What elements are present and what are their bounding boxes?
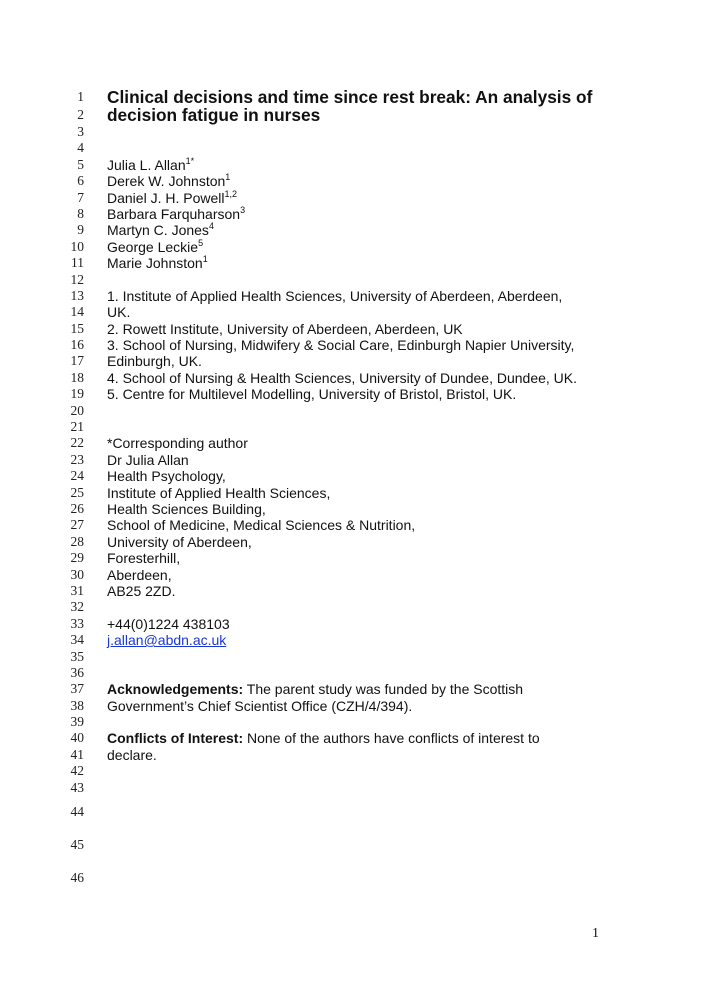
line-number: 22 (70, 435, 84, 451)
blank-line (0, 140, 707, 156)
line-number: 40 (70, 730, 84, 746)
conflicts-line (0, 747, 707, 763)
acknowledgements-text: Government’s Chief Scientist Office (CZH/4/394). (107, 697, 413, 714)
correspondence-line (0, 435, 707, 451)
correspondence-line (0, 534, 707, 550)
affiliation-line (0, 337, 707, 353)
line-number: 45 (70, 836, 84, 852)
correspondence-text: *Corresponding author (107, 435, 248, 452)
line-number: 31 (70, 582, 84, 598)
line-number: 11 (71, 255, 84, 271)
line-number: 14 (70, 304, 84, 320)
phone-number: +44(0)1224 438103 (107, 615, 230, 632)
correspondence-line (0, 485, 707, 501)
line-number: 1 (77, 89, 84, 104)
line-number: 20 (70, 402, 84, 418)
line-number: 25 (70, 484, 84, 500)
author-name: George Leckie (107, 238, 199, 255)
blank-line (0, 124, 707, 140)
affiliation-text: Edinburgh, UK. (107, 353, 202, 370)
line-number: 46 (70, 869, 84, 885)
line-number: 26 (70, 500, 84, 516)
page-number: 1 (592, 926, 599, 941)
blank-line (0, 272, 707, 288)
affiliation-text: 5. Centre for Multilevel Modelling, University of Bristol, Bristol, UK. (107, 386, 517, 403)
correspondence-line (0, 567, 707, 583)
line-number: 2 (77, 107, 84, 122)
line-number: 17 (70, 353, 84, 369)
author-name: Derek W. Johnston (107, 173, 226, 190)
author-name: Marie Johnston (107, 255, 203, 272)
blank-line (0, 862, 707, 895)
affiliation-line (0, 353, 707, 369)
affiliation-line (0, 386, 707, 402)
line-number: 34 (70, 632, 84, 648)
affiliation-line (0, 288, 707, 304)
author-affiliation: 1 (225, 172, 231, 183)
line-number: 35 (70, 648, 84, 664)
email-link[interactable]: j.allan@abdn.ac.uk (107, 632, 227, 649)
conflicts-label: Conflicts of Interest: (107, 730, 244, 747)
title-line (0, 106, 707, 124)
correspondence-line (0, 452, 707, 468)
author-name: Julia L. Allan (107, 156, 186, 173)
line-number: 18 (70, 369, 84, 385)
author-name: Daniel J. H. Powell (107, 189, 225, 206)
line-number: 44 (70, 804, 84, 820)
conflicts-text: None of the authors have conflicts of interest to (243, 730, 540, 747)
author-affiliation: 4 (208, 221, 214, 232)
blank-line (0, 829, 707, 862)
line-number: 13 (70, 287, 84, 303)
acknowledgements-line (0, 698, 707, 714)
line-number: 9 (77, 222, 84, 238)
blank-line (0, 780, 707, 796)
conflicts-line (0, 730, 707, 746)
affiliation-line (0, 304, 707, 320)
line-number: 19 (70, 386, 84, 402)
line-number: 24 (70, 468, 84, 484)
email-line (0, 632, 707, 648)
author-affiliation: 1* (185, 155, 195, 166)
correspondence-text: School of Medicine, Medical Sciences & Nutrition, (107, 517, 416, 534)
blank-line (0, 649, 707, 665)
correspondence-line (0, 517, 707, 533)
author-line (0, 190, 707, 206)
affiliation-text: 4. School of Nursing & Health Sciences, University of Dundee, Dundee, UK. (107, 369, 578, 386)
blank-line (0, 599, 707, 615)
line-number: 16 (70, 337, 84, 353)
author-line (0, 222, 707, 238)
affiliation-text: 1. Institute of Applied Health Sciences, University of Aberdeen, Aberdeen, (107, 287, 563, 304)
line-number: 28 (70, 533, 84, 549)
line-number: 33 (70, 615, 84, 631)
correspondence-text: Institute of Applied Health Sciences, (107, 484, 331, 501)
blank-line (0, 714, 707, 730)
author-line (0, 173, 707, 189)
line-number: 38 (70, 697, 84, 713)
author-affiliation: 1,2 (224, 188, 238, 199)
conflicts-text: declare. (107, 746, 157, 763)
blank-line (0, 763, 707, 779)
line-number: 3 (77, 124, 84, 139)
correspondence-text: Foresterhill, (107, 550, 181, 567)
title-text: decision fatigue in nurses (107, 105, 321, 125)
author-line (0, 206, 707, 222)
correspondence-line (0, 583, 707, 599)
line-number: 7 (77, 189, 84, 205)
line-number: 29 (70, 550, 84, 566)
line-number: 27 (70, 517, 84, 533)
affiliation-text: UK. (107, 304, 131, 321)
line-number: 21 (70, 419, 84, 435)
line-number: 41 (70, 746, 84, 762)
line-number: 36 (70, 664, 84, 680)
line-number: 23 (70, 451, 84, 467)
line-number: 42 (70, 763, 84, 779)
author-line (0, 239, 707, 255)
line-number: 10 (70, 238, 84, 254)
correspondence-text: Health Sciences Building, (107, 500, 266, 517)
acknowledgements-line (0, 681, 707, 697)
affiliation-line (0, 370, 707, 386)
line-number: 37 (70, 681, 84, 697)
line-number: 6 (77, 173, 84, 189)
correspondence-text: Health Psychology, (107, 468, 226, 485)
title-text: Clinical decisions and time since rest break: An analysis of (107, 87, 593, 107)
author-affiliation: 1 (202, 254, 208, 265)
affiliation-text: 2. Rowett Institute, University of Aberdeen, Aberdeen, UK (107, 320, 463, 337)
affiliation-text: 3. School of Nursing, Midwifery & Social Care, Edinburgh Napier University, (107, 337, 575, 354)
blank-line (0, 796, 707, 829)
affiliation-line (0, 321, 707, 337)
author-name: Martyn C. Jones (107, 222, 209, 239)
line-number: 4 (77, 140, 84, 156)
correspondence-line (0, 468, 707, 484)
blank-line (0, 419, 707, 435)
author-affiliation: 3 (240, 204, 246, 215)
correspondence-text: AB25 2ZD. (107, 582, 176, 599)
author-affiliation: 5 (198, 237, 204, 248)
acknowledgements-label: Acknowledgements: (107, 681, 244, 698)
line-number: 8 (77, 205, 84, 221)
line-number: 12 (70, 271, 84, 287)
blank-line (0, 665, 707, 681)
manuscript-page (0, 88, 707, 894)
phone-line (0, 616, 707, 632)
blank-line (0, 403, 707, 419)
correspondence-text: Aberdeen, (107, 566, 172, 583)
author-line (0, 157, 707, 173)
acknowledgements-text: The parent study was funded by the Scottish (243, 681, 524, 698)
correspondence-text: Dr Julia Allan (107, 451, 189, 468)
line-number: 43 (70, 779, 84, 795)
line-number: 39 (70, 714, 84, 730)
title-line (0, 88, 707, 106)
line-number: 5 (77, 156, 84, 172)
author-name: Barbara Farquharson (107, 205, 241, 222)
line-number: 30 (70, 566, 84, 582)
line-number: 15 (70, 320, 84, 336)
correspondence-text: University of Aberdeen, (107, 533, 252, 550)
correspondence-line (0, 550, 707, 566)
line-number: 32 (70, 599, 84, 615)
author-line (0, 255, 707, 271)
correspondence-line (0, 501, 707, 517)
